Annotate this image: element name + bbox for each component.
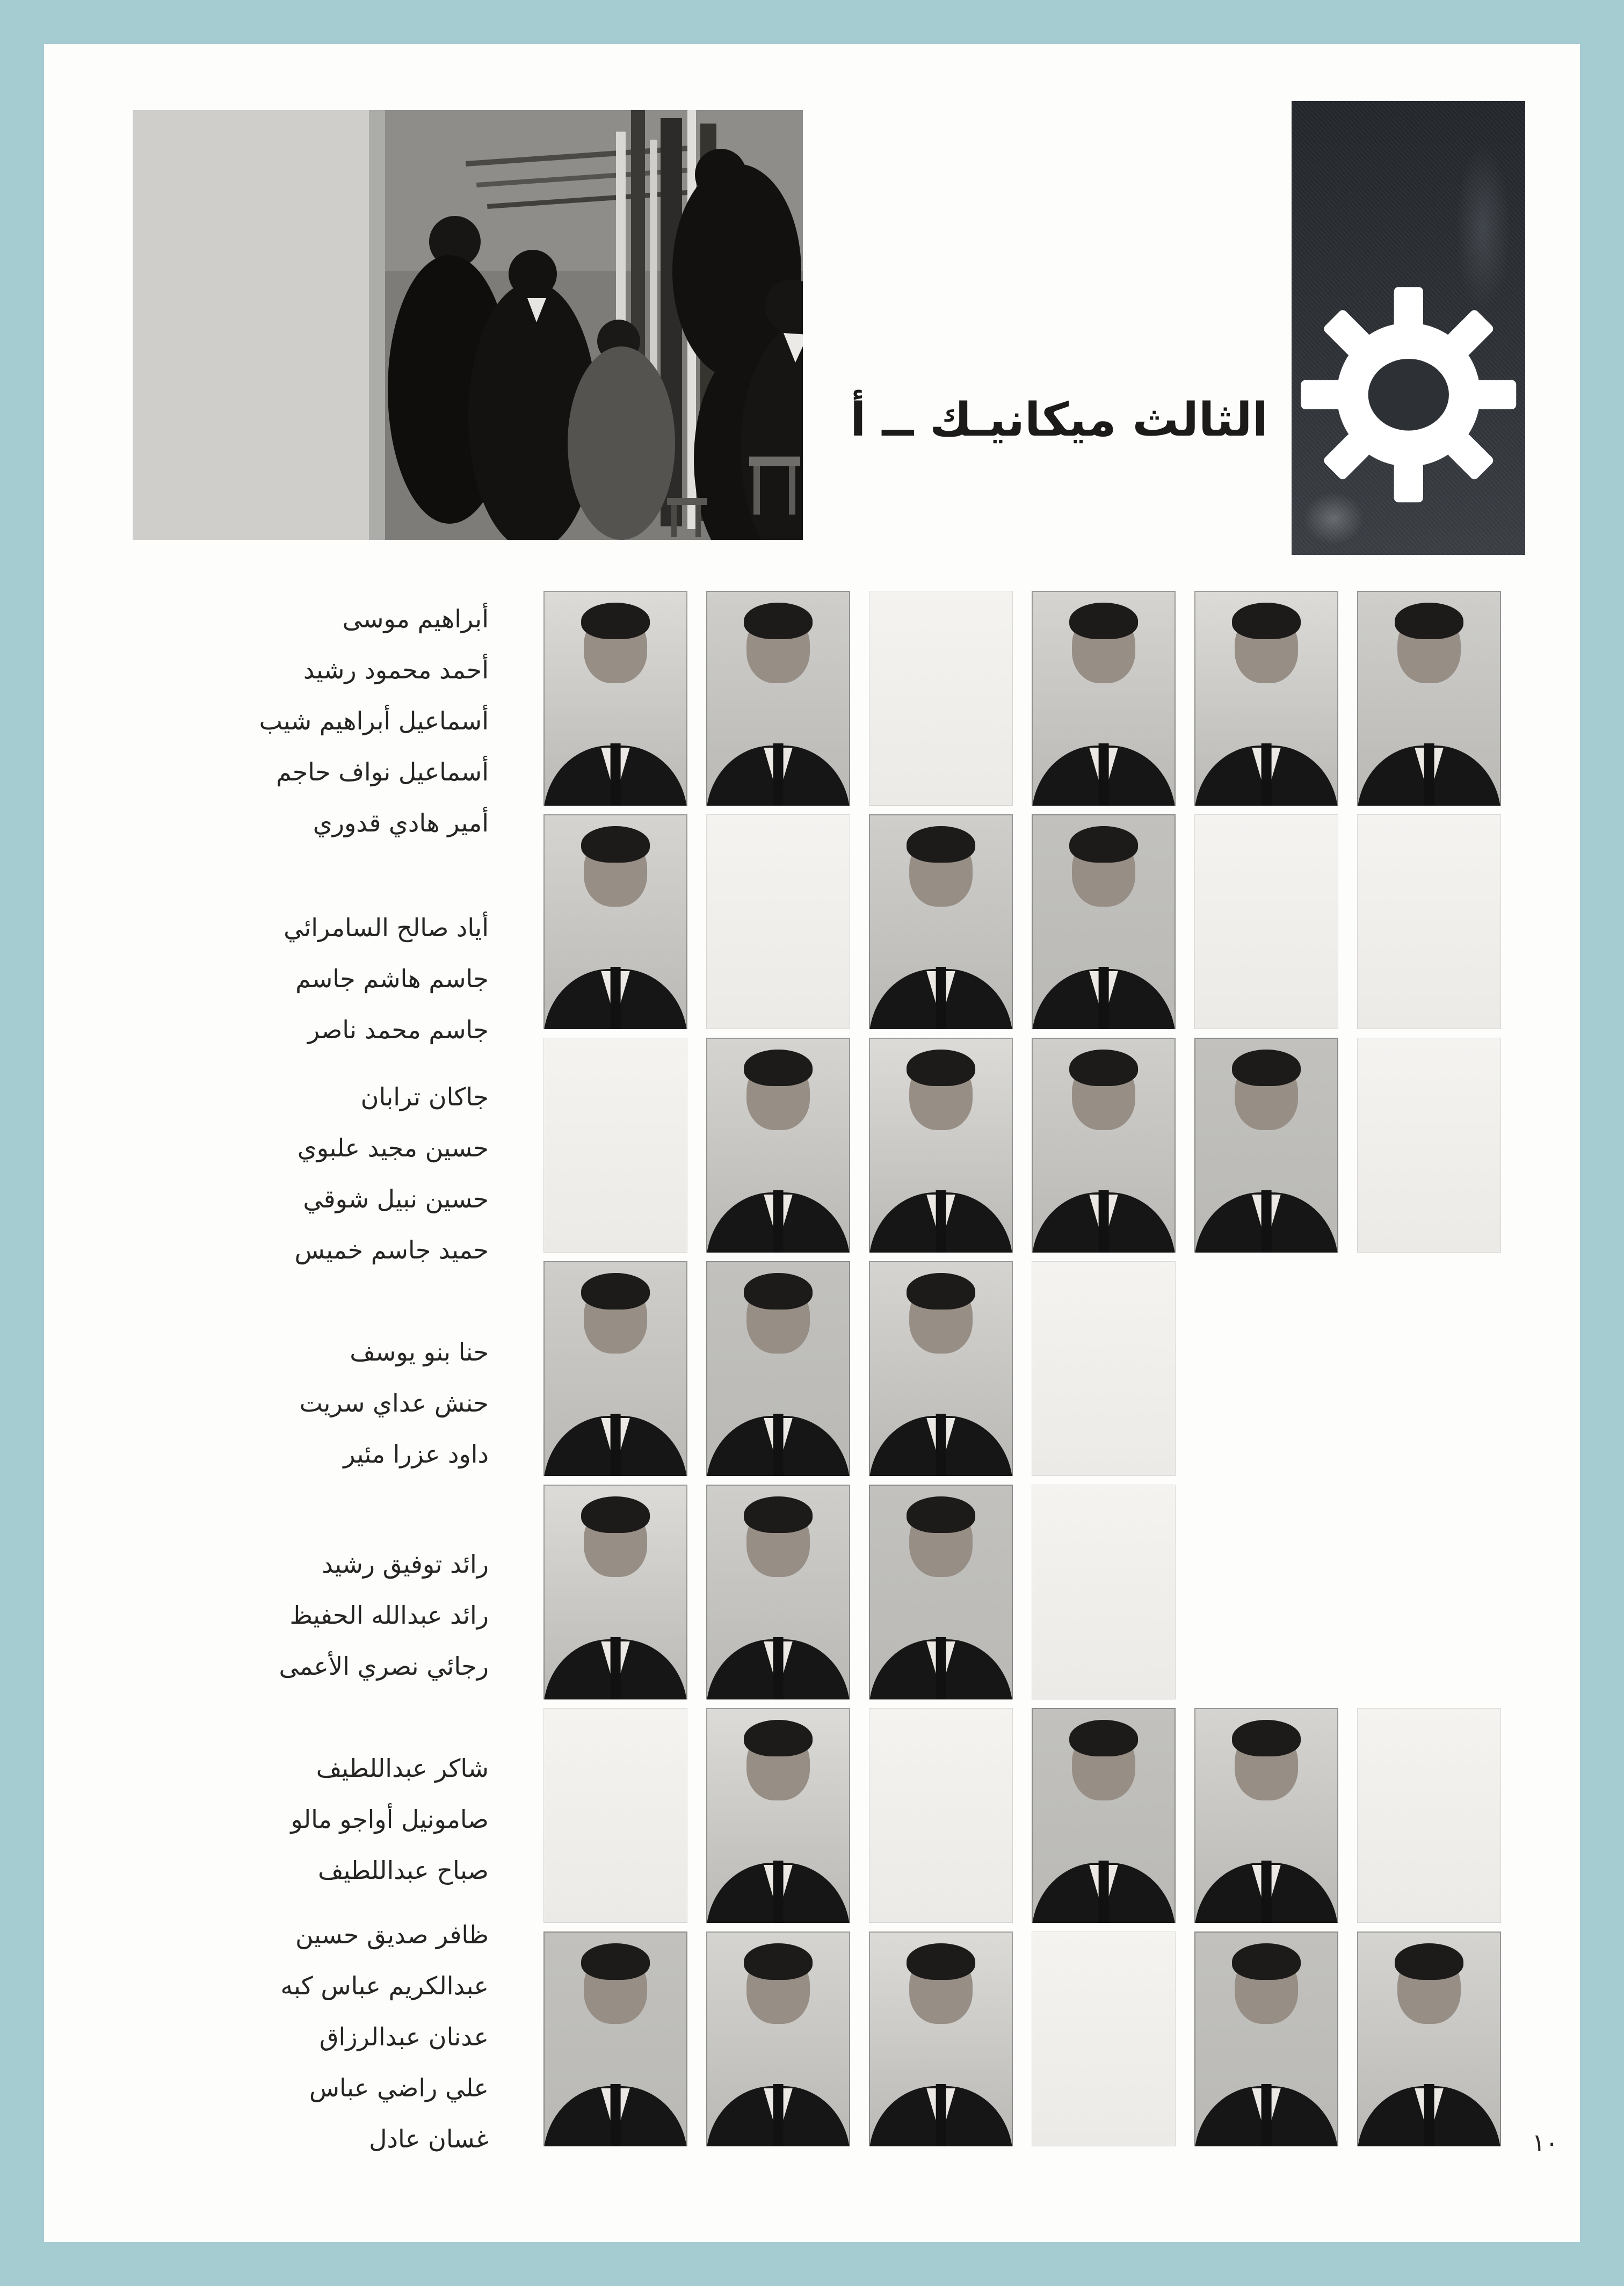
portrait-silhouette: [909, 1059, 973, 1130]
portrait-photo: [1032, 591, 1176, 806]
portrait-photo: [869, 1038, 1013, 1253]
portrait-photo: [706, 1261, 850, 1476]
student-name: أسماعيل أبراهيم شيب: [259, 706, 489, 735]
name-group: [231, 594, 489, 849]
portrait-photo: [543, 1485, 687, 1699]
portrait-silhouette: [1262, 1190, 1272, 1253]
student-name: أياد صالح السامرائي: [284, 913, 489, 942]
student-name: رائد عبدالله الحفيظ: [289, 1601, 489, 1630]
student-name: حميد جاسم خميس: [294, 1235, 489, 1264]
portrait-silhouette: [1099, 1861, 1109, 1923]
portrait-photo: [1357, 591, 1501, 806]
portrait-silhouette: [773, 1190, 784, 1253]
student-name: جاكان ترابان: [360, 1082, 489, 1111]
portrait-silhouette: [936, 1637, 946, 1699]
portrait-silhouette: [1235, 1730, 1298, 1800]
name-group: [231, 902, 489, 1055]
portrait-photo: [543, 1931, 687, 2146]
portrait-photo: [1032, 1038, 1176, 1253]
name-group: [231, 1743, 489, 1896]
student-name: حسين نبيل شوقي: [303, 1184, 489, 1213]
page-title: الثالث ميكانيـك ــ أ: [850, 393, 1268, 447]
name-group: [231, 1072, 489, 1276]
portrait-silhouette: [611, 1637, 621, 1699]
portrait-silhouette: [1099, 967, 1109, 1029]
student-name: جاسم محمد ناصر: [307, 1015, 489, 1044]
portrait-silhouette: [909, 1283, 973, 1354]
portrait-silhouette: [746, 1506, 810, 1577]
student-name: رائد توفيق رشيد: [322, 1550, 489, 1579]
student-name: حسين مجيد علبوي: [297, 1133, 489, 1162]
blank-photo-frame: [1357, 814, 1501, 1029]
blank-photo-frame: [1357, 1708, 1501, 1923]
portrait-silhouette: [584, 612, 647, 683]
portrait-photo: [706, 1485, 850, 1699]
student-name: شاكر عبداللطيف: [316, 1754, 489, 1783]
blank-photo-frame: [1032, 1931, 1176, 2146]
portrait-photo: [706, 1038, 850, 1253]
portrait-silhouette: [584, 1506, 647, 1577]
blank-photo-frame: [1032, 1485, 1176, 1699]
portrait-silhouette: [936, 1414, 946, 1476]
portrait-silhouette: [1099, 743, 1109, 806]
portrait-photo: [706, 591, 850, 806]
portrait-silhouette: [909, 1506, 973, 1577]
name-group: [231, 1327, 489, 1480]
name-group: [231, 1909, 489, 2165]
portrait-photo: [1194, 1931, 1338, 2146]
portrait-photo: [869, 1261, 1013, 1476]
student-name: حنش عداي سريت: [299, 1388, 489, 1417]
portrait-silhouette: [746, 1953, 810, 2024]
blank-photo-frame: [706, 814, 850, 1029]
student-name: أمير هادي قدوري: [313, 808, 489, 837]
mechanics-emblem: [1292, 101, 1525, 555]
workshop-group-photo: [133, 110, 803, 540]
portrait-silhouette: [1262, 2084, 1272, 2146]
portrait-silhouette: [1235, 1059, 1298, 1130]
student-name: عدنان عبدالرزاق: [319, 2022, 489, 2051]
portrait-photo: [1032, 814, 1176, 1029]
student-name: صباح عبداللطيف: [317, 1856, 489, 1885]
portrait-silhouette: [773, 1861, 784, 1923]
portrait-silhouette: [584, 836, 647, 907]
student-name: حنا بنو يوسف: [350, 1337, 489, 1366]
portrait-photo: [706, 1931, 850, 2146]
portrait-silhouette: [1262, 1861, 1272, 1923]
portrait-photo: [543, 591, 687, 806]
portrait-silhouette: [584, 1953, 647, 2024]
portrait-silhouette: [936, 1190, 946, 1253]
portrait-photo: [1357, 1931, 1501, 2146]
portrait-silhouette: [936, 2084, 946, 2146]
portrait-silhouette: [746, 1059, 810, 1130]
portrait-silhouette: [1072, 836, 1135, 907]
blank-photo-frame: [869, 591, 1013, 806]
portrait-silhouette: [611, 1414, 621, 1476]
portrait-photo: [1194, 591, 1338, 806]
portrait-silhouette: [773, 1637, 784, 1699]
student-name: أبراهيم موسى: [342, 604, 489, 633]
portrait-silhouette: [1397, 1953, 1461, 2024]
portrait-silhouette: [1397, 612, 1461, 683]
student-name: جاسم هاشم جاسم: [295, 964, 489, 993]
workshop-group-photo-art: [133, 110, 803, 540]
student-name: عبدالكريم عباس كبه: [280, 1971, 489, 2000]
blank-photo-frame: [1357, 1038, 1501, 1253]
portrait-photo: [543, 814, 687, 1029]
portrait-silhouette: [584, 1283, 647, 1354]
portrait-silhouette: [611, 743, 621, 806]
student-name: داود عزرا مئير: [343, 1439, 489, 1468]
portrait-silhouette: [1424, 2084, 1434, 2146]
portrait-photo: [1194, 1708, 1338, 1923]
portrait-silhouette: [746, 1283, 810, 1354]
blank-photo-frame: [543, 1038, 687, 1253]
portrait-silhouette: [1072, 612, 1135, 683]
portrait-silhouette: [1072, 1730, 1135, 1800]
student-name: أحمد محمود رشيد: [303, 655, 489, 684]
portrait-silhouette: [611, 967, 621, 1029]
portrait-silhouette: [773, 2084, 784, 2146]
portrait-silhouette: [909, 1953, 973, 2024]
name-group: [231, 1539, 489, 1692]
portrait-silhouette: [936, 967, 946, 1029]
portrait-silhouette: [1262, 743, 1272, 806]
portrait-silhouette: [611, 2084, 621, 2146]
student-name: ظافر صديق حسين: [295, 1920, 489, 1949]
portrait-silhouette: [1099, 1190, 1109, 1253]
blank-photo-frame: [869, 1708, 1013, 1923]
portrait-silhouette: [909, 836, 973, 907]
portrait-silhouette: [1235, 612, 1298, 683]
blank-photo-frame: [543, 1708, 687, 1923]
student-name: علي راضي عباس: [309, 2073, 489, 2102]
portrait-silhouette: [773, 743, 784, 806]
portrait-silhouette: [1072, 1059, 1135, 1130]
portrait-photo: [1032, 1708, 1176, 1923]
portrait-photo: [869, 1931, 1013, 2146]
student-name: رجائي نصري الأعمى: [279, 1652, 489, 1681]
page-sheet: [44, 44, 1580, 2242]
portrait-photo: [543, 1261, 687, 1476]
blank-photo-frame: [1194, 814, 1338, 1029]
student-name: غسان عادل: [369, 2124, 489, 2153]
portrait-photo: [1194, 1038, 1338, 1253]
portrait-silhouette: [746, 612, 810, 683]
portrait-silhouette: [1424, 743, 1434, 806]
page-number: ١٠: [1532, 2128, 1558, 2157]
blank-photo-frame: [1032, 1261, 1176, 1476]
portrait-silhouette: [1235, 1953, 1298, 2024]
portrait-silhouette: [746, 1730, 810, 1800]
portrait-photo: [869, 1485, 1013, 1699]
student-name: أسماعيل نواف حاجم: [276, 757, 489, 786]
portrait-photo: [869, 814, 1013, 1029]
gear-icon: [1296, 283, 1521, 507]
portrait-silhouette: [773, 1414, 784, 1476]
portrait-photo: [706, 1708, 850, 1923]
student-name: صامونيل أواجو مالو: [291, 1805, 489, 1834]
